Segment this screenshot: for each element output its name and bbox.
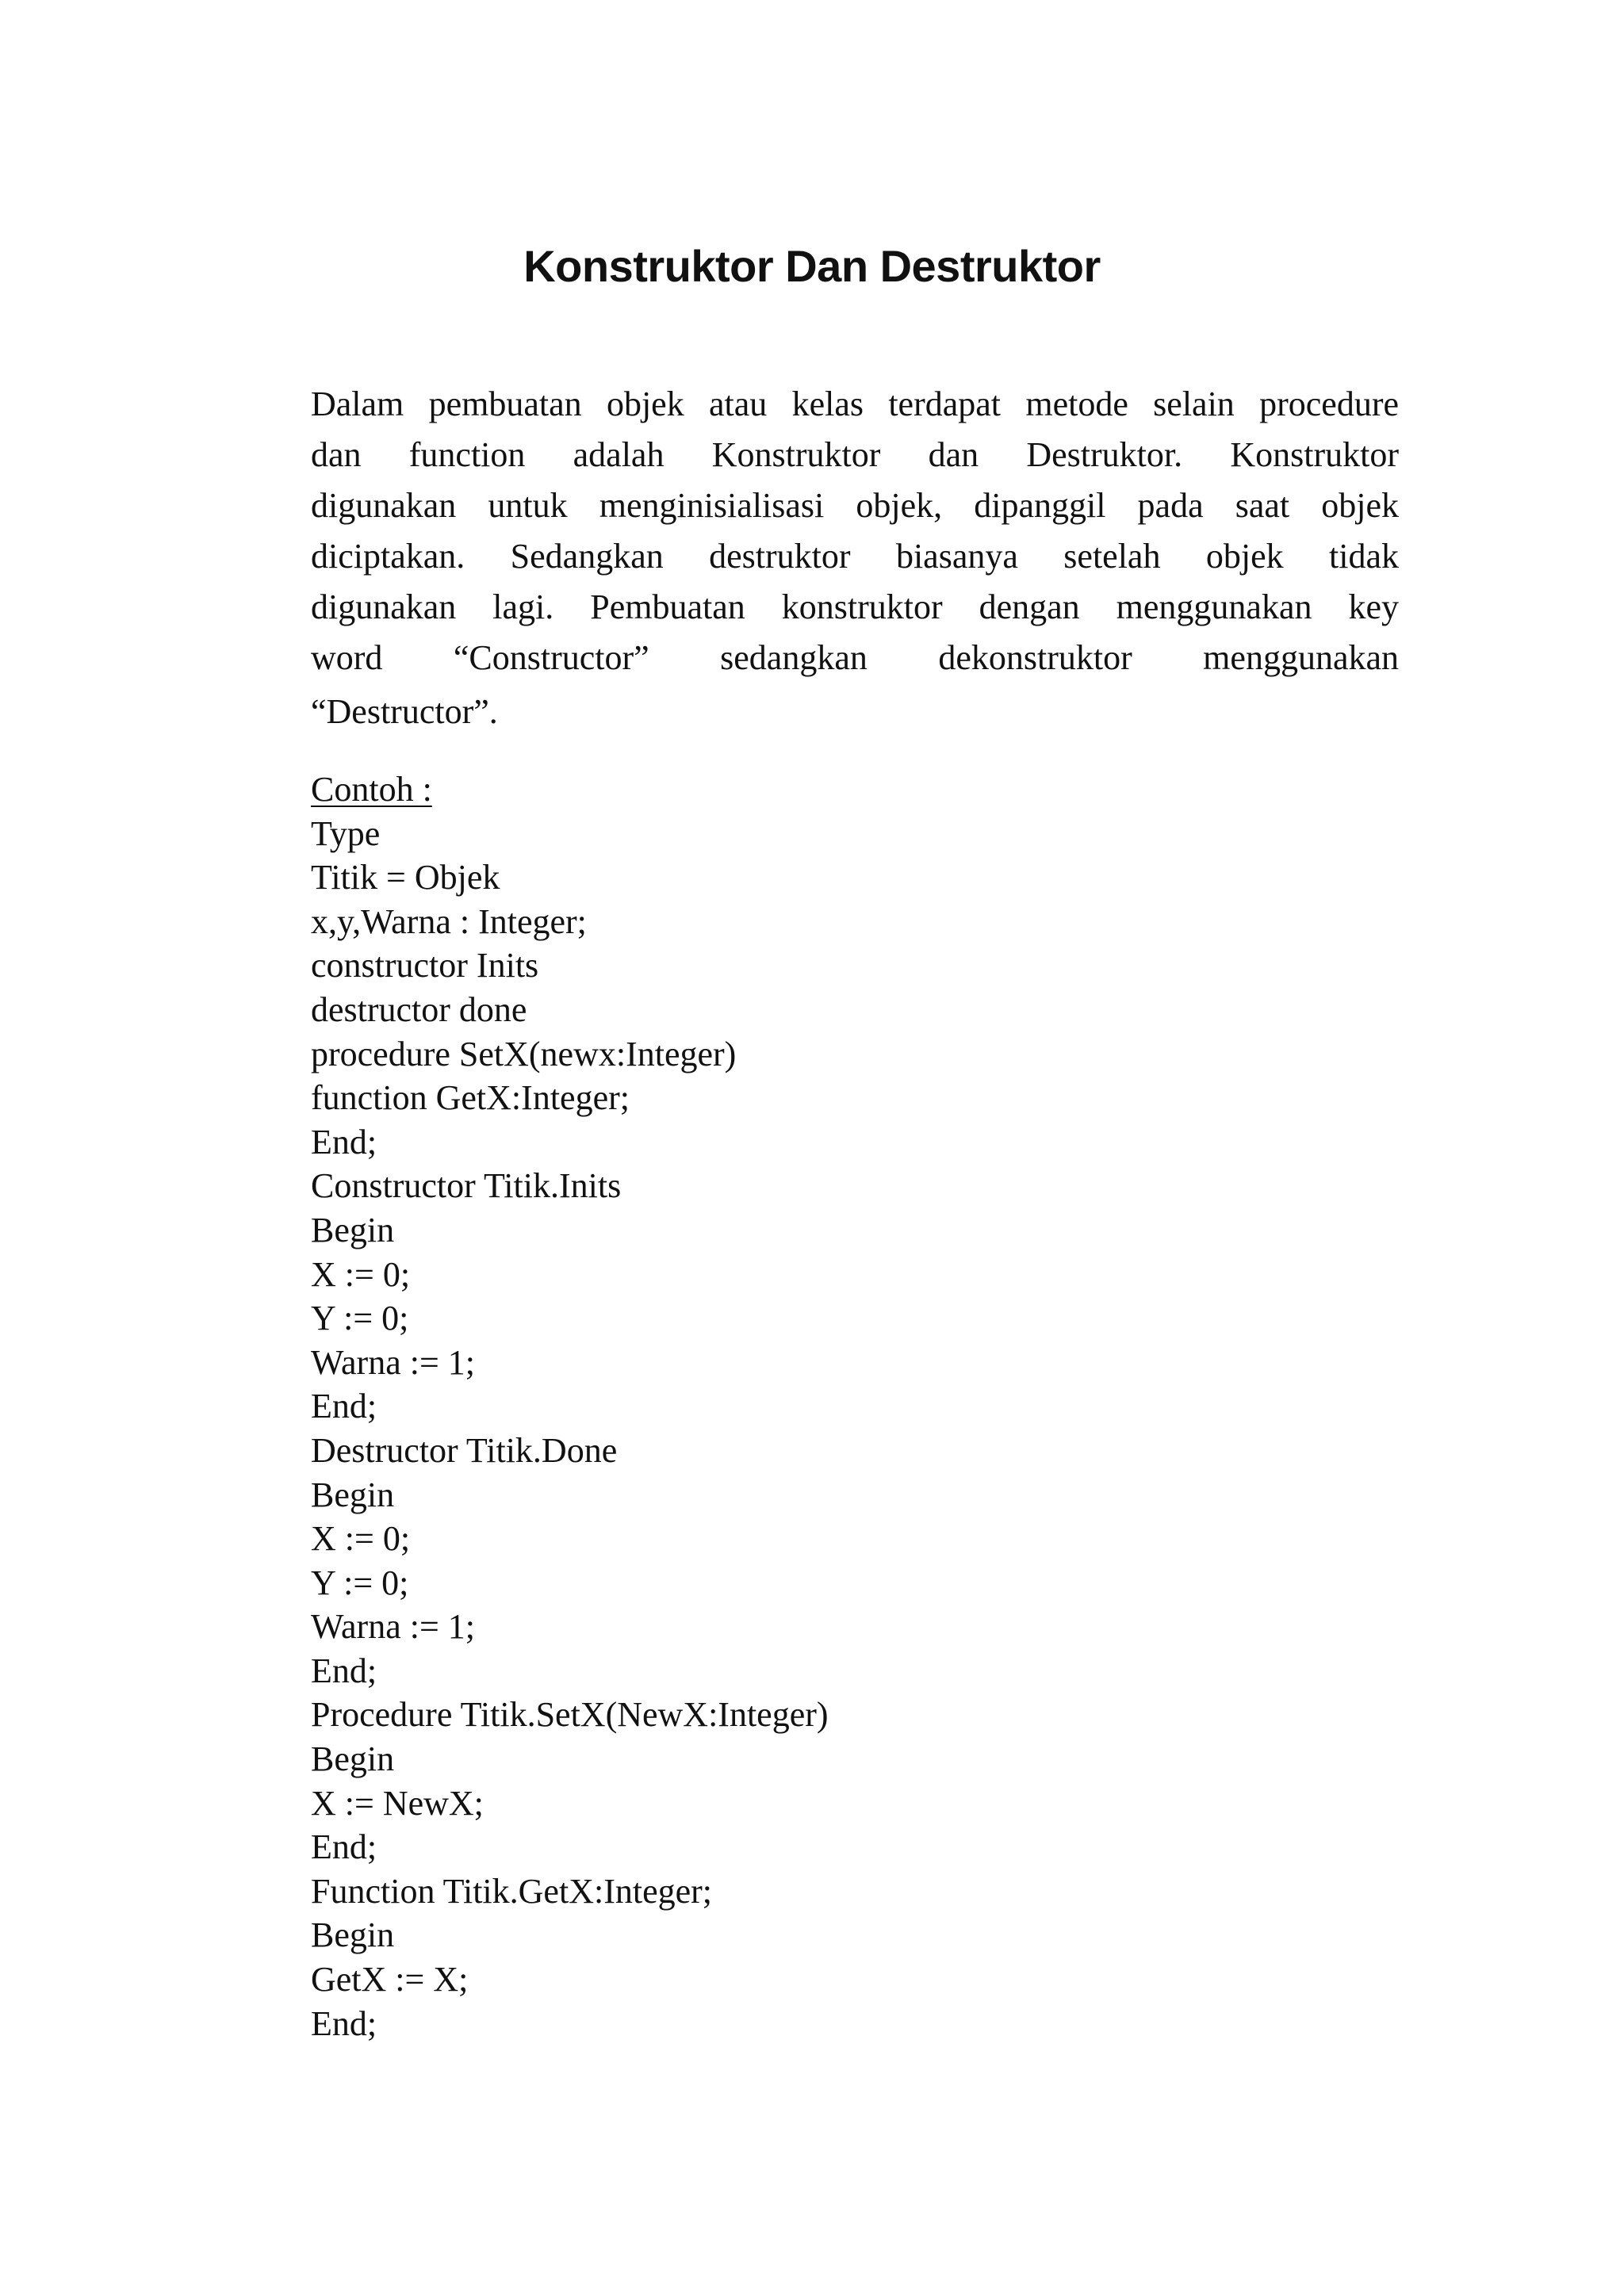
code-line: Y := 0;	[311, 1299, 409, 1338]
code-line: X := 0;	[311, 1519, 411, 1559]
intro-paragraph	[311, 379, 1399, 737]
code-line: Titik = Objek	[311, 858, 500, 897]
code-line: GetX := X;	[311, 1960, 469, 1999]
code-example	[311, 767, 1399, 2045]
code-line: End;	[311, 1387, 377, 1426]
code-line: Warna := 1;	[311, 1342, 475, 1382]
code-line: Begin	[311, 1210, 395, 1249]
code-line: procedure SetX(newx:Integer)	[311, 1034, 737, 1073]
code-line: Type	[311, 813, 381, 853]
paragraph-line: digunakan untuk menginisialisasi objek, dipanggil pada saat objek	[311, 486, 1399, 525]
code-line: End;	[311, 2003, 377, 2043]
code-line: X := NewX;	[311, 1783, 484, 1823]
code-line: function GetX:Integer;	[311, 1078, 630, 1118]
code-line: End;	[311, 1122, 377, 1161]
code-line: Y := 0;	[311, 1563, 409, 1602]
code-line: constructor Inits	[311, 946, 539, 985]
paragraph-line: “Destructor”.	[311, 692, 498, 731]
paragraph-line: digunakan lagi. Pembuatan konstruktor dengan menggunakan key	[311, 587, 1399, 626]
example-label: Contoh :	[311, 770, 432, 809]
paragraph-line: Dalam pembuatan objek atau kelas terdapat metode selain procedure	[311, 385, 1399, 423]
paragraph-line: dan function adalah Konstruktor dan Destruktor. Konstruktor	[311, 435, 1399, 474]
code-line: Begin	[311, 1739, 395, 1779]
code-line: End;	[311, 1827, 377, 1867]
paragraph-line: diciptakan. Sedangkan destruktor biasanya setelah objek tidak	[311, 537, 1399, 576]
code-line: destructor done	[311, 989, 527, 1029]
code-line: Procedure Titik.SetX(NewX:Integer)	[311, 1695, 829, 1735]
code-line: X := 0;	[311, 1254, 411, 1294]
code-line: End;	[311, 1651, 377, 1690]
code-line: Destructor Titik.Done	[311, 1430, 618, 1470]
code-line: Function Titik.GetX:Integer;	[311, 1871, 712, 1911]
code-line: Begin	[311, 1915, 395, 1955]
code-line: x,y,Warna : Integer;	[311, 901, 587, 941]
document-title: Konstruktor Dan Destruktor	[523, 241, 1101, 291]
code-line: Constructor Titik.Inits	[311, 1166, 622, 1206]
code-line: Begin	[311, 1475, 395, 1514]
paragraph-line: word “Constructor” sedangkan dekonstruktor menggunakan	[311, 638, 1399, 677]
code-line: Warna := 1;	[311, 1607, 475, 1647]
code-lines	[311, 812, 1399, 2046]
